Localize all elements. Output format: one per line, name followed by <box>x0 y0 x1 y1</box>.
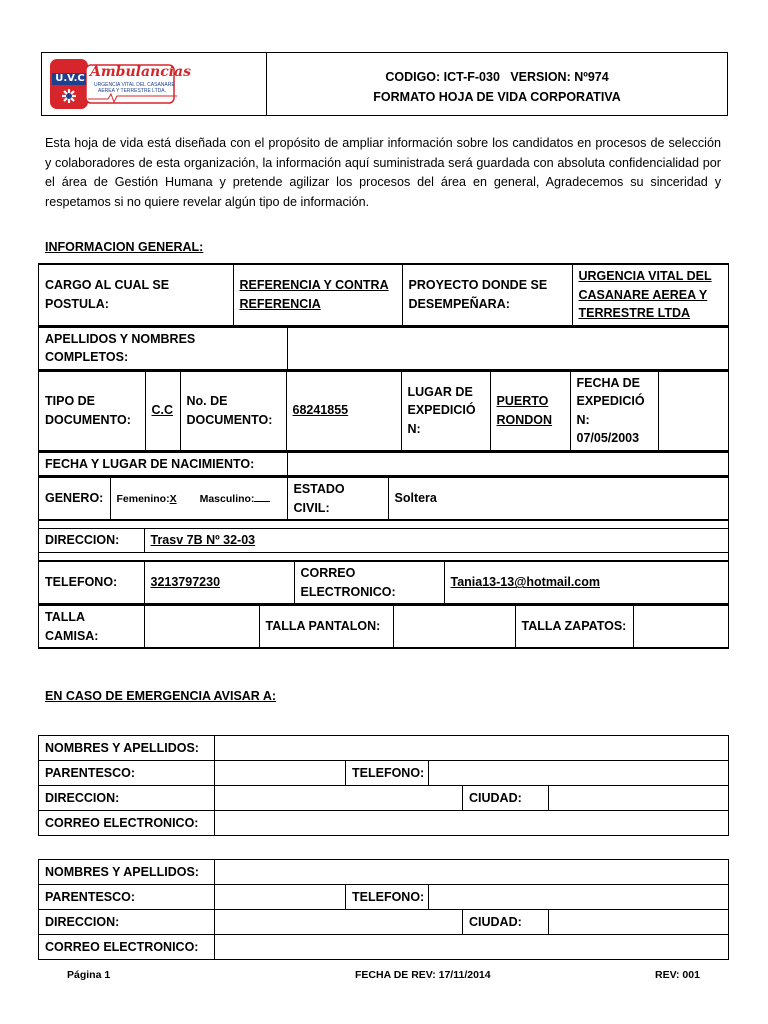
fecha-exp-extra-field[interactable] <box>658 371 729 450</box>
num-doc-label: No. DE DOCUMENTO: <box>180 371 286 450</box>
contact-correo-field[interactable] <box>215 935 729 960</box>
contact-correo-label: CORREO ELECTRONICO: <box>39 811 215 836</box>
contact-nombres-label: NOMBRES Y APELLIDOS: <box>39 860 215 885</box>
correo-value[interactable]: Tania13-13@hotmail.com <box>444 562 729 604</box>
telefono-value[interactable]: 3213797230 <box>144 562 294 604</box>
contact-parentesco-label: PARENTESCO: <box>39 885 215 910</box>
footer-page-number: Página 1 <box>67 969 111 981</box>
cargo-label: CARGO AL CUAL SE POSTULA: <box>39 265 233 326</box>
tipo-doc-label: TIPO DE DOCUMENTO: <box>39 371 145 450</box>
correo-label: CORREO ELECTRONICO: <box>294 562 444 604</box>
nombres-label: APELLIDOS Y NOMBRES COMPLETOS: <box>39 327 287 369</box>
logo-line-1: URGENCIA VITAL DEL CASANARE <box>94 82 175 88</box>
fecha-exp-value[interactable]: 07/05/2003 <box>576 431 640 445</box>
section-title-emergency: EN CASO DE EMERGENCIA AVISAR A: <box>45 689 277 703</box>
direccion-label: DIRECCION: <box>39 529 144 553</box>
talla-camisa-label: TALLA CAMISA: <box>39 606 144 648</box>
document-header <box>41 52 728 116</box>
nacimiento-label: FECHA Y LUGAR DE NACIMIENTO: <box>39 452 287 476</box>
contact-telefono-label: TELEFONO: <box>346 885 429 910</box>
footer-rev: REV: 001 <box>655 969 700 981</box>
emergency-contact-table-2 <box>38 859 729 960</box>
document-title: FORMATO HOJA DE VIDA CORPORATIVA <box>373 90 621 104</box>
contact-direccion-field[interactable] <box>215 910 463 935</box>
contact-direccion-field[interactable] <box>215 786 463 811</box>
contact-nombres-label: NOMBRES Y APELLIDOS: <box>39 736 215 761</box>
num-doc-value[interactable]: 68241855 <box>286 371 401 450</box>
contact-parentesco-field[interactable] <box>215 761 346 786</box>
masculino-value[interactable] <box>254 501 270 502</box>
nacimiento-field[interactable] <box>287 452 729 476</box>
contact-telefono-label: TELEFONO: <box>346 761 429 786</box>
fecha-exp-cell <box>570 371 658 450</box>
talla-pantalon-label: TALLA PANTALON: <box>259 606 393 648</box>
contact-nombres-field[interactable] <box>215 860 729 885</box>
document-code: CODIGO: ICT-F-030 VERSION: Nº974 <box>385 70 609 84</box>
lugar-exp-value[interactable]: PUERTO RONDON <box>490 371 570 450</box>
talla-zapatos-label: TALLA ZAPATOS: <box>515 606 633 648</box>
contact-telefono-field[interactable] <box>429 761 729 786</box>
header-text <box>267 53 727 115</box>
contact-telefono-field[interactable] <box>429 885 729 910</box>
femenino-value[interactable]: X <box>169 492 177 505</box>
contact-nombres-field[interactable] <box>215 736 729 761</box>
cargo-value[interactable]: REFERENCIA Y CONTRA REFERENCIA <box>233 265 402 326</box>
intro-paragraph: Esta hoja de vida está diseñada con el propósito de ampliar información sobre los candidatos en procesos de selección y colaboradores de esta organización, la información aquí suministrada será guardada con absoluta confidencialidad por el área de Gestión Humana y pretende agilizar los procesos del área en general, Agradecemos su sinceridad y respetamos si no quiere revelar algún tipo de información. <box>45 136 721 209</box>
estado-civil-label: ESTADO CIVIL: <box>287 478 388 520</box>
contact-ciudad-field[interactable] <box>549 910 729 935</box>
contact-ciudad-label: CIUDAD: <box>463 786 549 811</box>
logo-initials: U.V.C <box>55 73 85 84</box>
talla-camisa-field[interactable] <box>144 606 259 648</box>
contact-ciudad-label: CIUDAD: <box>463 910 549 935</box>
contact-parentesco-field[interactable] <box>215 885 346 910</box>
contact-correo-label: CORREO ELECTRONICO: <box>39 935 215 960</box>
logo-cell <box>42 53 267 115</box>
contact-correo-field[interactable] <box>215 811 729 836</box>
talla-pantalon-field[interactable] <box>393 606 515 648</box>
femenino-label: Femenino: <box>116 492 170 505</box>
talla-zapatos-field[interactable] <box>633 606 729 648</box>
logo-brand: Ambulancias <box>90 64 192 80</box>
emergency-contact-table-1 <box>38 735 729 836</box>
fecha-exp-label: FECHA DE EXPEDICIÓ N: <box>576 375 645 427</box>
proyecto-value[interactable]: URGENCIA VITAL DEL CASANARE AEREA Y TERRESTRE LTDA <box>572 265 729 326</box>
lugar-exp-label: LUGAR DE EXPEDICIÓ N: <box>401 371 490 450</box>
general-info-table <box>38 263 729 649</box>
contact-parentesco-label: PARENTESCO: <box>39 761 215 786</box>
nombres-field[interactable] <box>287 327 729 369</box>
genero-label: GENERO: <box>39 478 110 520</box>
masculino-label: Masculino: <box>199 492 255 505</box>
genero-options <box>110 478 287 520</box>
contact-direccion-label: DIRECCION: <box>39 910 215 935</box>
direccion-value[interactable]: Trasv 7B Nº 32-03 <box>144 529 729 553</box>
contact-ciudad-field[interactable] <box>549 786 729 811</box>
section-title-general: INFORMACION GENERAL: <box>45 240 204 254</box>
contact-direccion-label: DIRECCION: <box>39 786 215 811</box>
estado-civil-value[interactable]: Soltera <box>388 478 729 520</box>
tipo-doc-value[interactable]: C.C <box>145 371 180 450</box>
telefono-label: TELEFONO: <box>39 562 144 604</box>
proyecto-label: PROYECTO DONDE SE DESEMPEÑARA: <box>402 265 572 326</box>
logo-line-2: AEREA Y TERRESTRE LTDA. <box>98 88 166 94</box>
footer-rev-date: FECHA DE REV: 17/11/2014 <box>355 969 491 981</box>
